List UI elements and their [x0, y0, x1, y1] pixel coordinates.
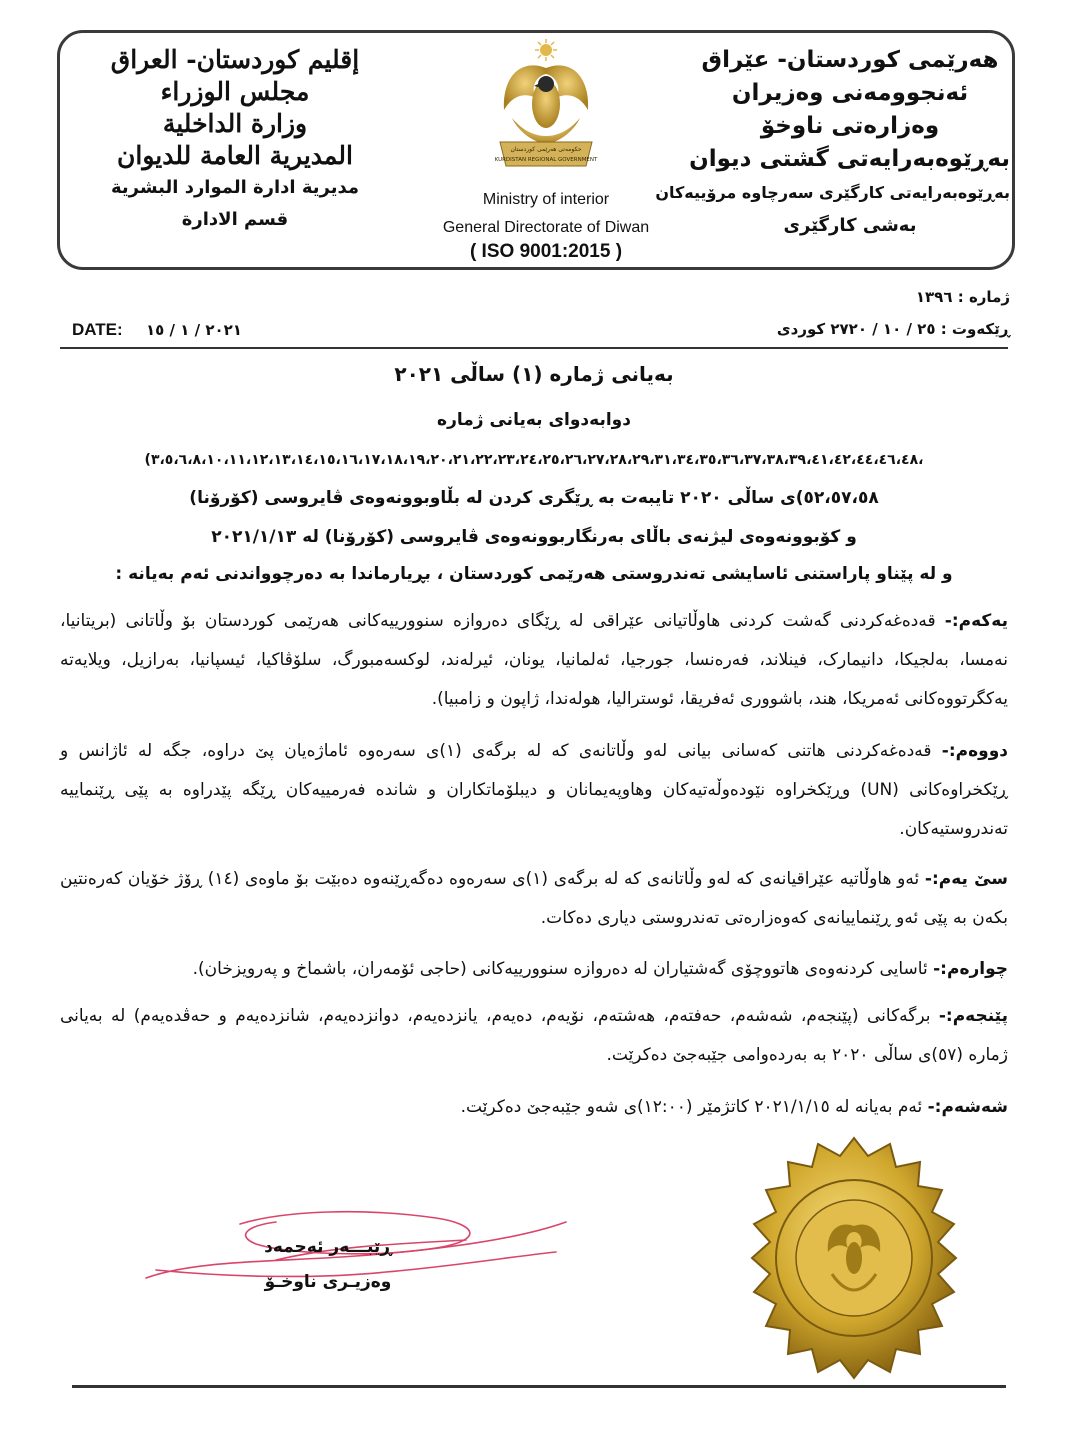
kurdish-hr-line: بەڕێوەبەرایەتی کارگێری سەرچاوە مرۆییەکان: [655, 183, 1010, 202]
article-label: پێنجەم:-: [938, 1006, 1008, 1026]
arabic-letterhead: [90, 44, 380, 236]
article-text: برگەکانی (پێنجەم، شەشەم، حەفتەم، هەشتەم، نۆیەم، دەیەم، یانزدەیەم، دوانزدەیەم، شانزدەیەم و حەڤدەیەم) لە بەیانی ژمارە (٥٧)ی ساڵی ٢٠٢٠ بە بەردەوامی جێبەجێ دەکرێت.: [60, 1006, 1008, 1065]
iso-certification: ( ISO 9001:2015 ): [469, 241, 623, 262]
statement-title: بەیانی ژمارە (١) ساڵی ٢٠٢١: [394, 362, 674, 386]
article-sixth: [60, 1088, 1008, 1127]
article-first: [60, 602, 1008, 719]
arabic-department-line: قسم الادارة: [181, 209, 289, 230]
arabic-ministry-line: وزارة الداخلية: [162, 109, 308, 138]
official-gold-seal-icon: [730, 1134, 978, 1382]
article-label: دووەم:-: [941, 741, 1008, 761]
article-text: ئەو هاوڵاتیە عێراقیانەی کە لەو وڵاتانەی کە لە برگەی (١)ی سەرەوە دەگەڕێنەوە دەبێت بۆ ماوەی (١٤) ڕۆژ خۆیان کەرەنتین بکەن بە پێی ئەو ڕێنماییانەی کەوەزارەتی تەندروستی دیاری دەکات.: [60, 869, 1008, 928]
article-text: ئاسایی کردنەوەی هاتووچۆی گەشتیاران لە دەروازە سنوورییەکانی (حاجی ئۆمەران، باشماخ و پەرویزخان).: [192, 959, 934, 979]
article-fifth: [60, 997, 1008, 1075]
reference-number: ژمارە : ١٣٩٦: [915, 288, 1010, 306]
arabic-directorate-line: المديرية العامة للديوان: [117, 141, 353, 170]
kurdistan-government-emblem-icon: [490, 38, 602, 174]
kurdish-department-line: بەشی کارگێری: [783, 215, 917, 236]
kurdish-council-line: ئەنجوومەنی وەزیران: [731, 80, 969, 106]
intro-line: (٣،٥،٦،٨،١٠،١١،١٢،١٣،١٤،١٥،١٦،١٧،١٨،١٩،٢٠،٢١،٢٢،٢٣،٢٤،٢٥،٢٦،٢٧،٢٨،٢٩،٣١،٣٤،٣٥،٣٦،٣٧،٣٨،٣٩،٤١،٤٢،٤٤،٤٦،٤٨،: [144, 452, 924, 468]
kurdish-region-line: هەرێمی کوردستان- عێراق: [701, 47, 999, 73]
arabic-hr-line: مديرية ادارة الموارد البشرية: [110, 177, 360, 198]
kurdish-ministry-line: وەزارەتی ناوخۆ: [760, 113, 940, 139]
intro-line: و کۆبوونەوەی لیژنەی باڵای بەرنگاربوونەوەی ڤایروسی (کۆرۆنا) لە ٢٠٢١/١/١٣: [211, 527, 857, 547]
article-label: سێ یەم:-: [924, 869, 1008, 889]
intro-line: دوابەدوای بەیانی ژمارە: [437, 410, 631, 430]
article-text: ئەم بەیانە لە ٢٠٢١/١/١٥ کاتژمێر (١٢:٠٠)ی شەو جێبەجێ دەکرێت.: [460, 1097, 928, 1117]
date-label: DATE:: [72, 320, 123, 339]
english-ministry-line: Ministry of interior: [482, 191, 610, 208]
kurdish-letterhead: [655, 44, 1010, 242]
signatory-name: ڕێبـــەر ئەحمەد: [264, 1237, 392, 1257]
signatory-title: وەزیـری ناوخـۆ: [264, 1272, 392, 1292]
english-directorate-line: General Directorate of Diwan: [442, 219, 650, 236]
article-fourth: [60, 950, 1008, 989]
article-second: [60, 732, 1008, 849]
header-divider: [60, 347, 1008, 349]
reference-date-kurdi: ڕێکەوت : ٢٥ / ١٠ / ٢٧٢٠ کوردی: [776, 320, 1010, 338]
footer-divider: [72, 1385, 1006, 1388]
intro-line: و لە پێناو پاراستنی ئاسایشی تەندروستی هەرێمی کوردستان ، بڕیارماندا بە دەرچوواندنی ئەم بەیانە :: [115, 564, 953, 584]
arabic-council-line: مجلس الوزراء: [160, 77, 310, 106]
english-letterhead: [426, 186, 666, 242]
arabic-region-line: إقليم كوردستان- العراق: [110, 45, 360, 74]
kurdish-directorate-line: بەڕێوەبەرایەتی گشتی دیوان: [689, 146, 1010, 172]
date-value: ٢٠٢١ / ١ / ١٥: [146, 321, 242, 339]
article-text: قەدەغەکردنی گەشت کردنی هاوڵاتیانی عێراقی لە ڕێگای دەروازە سنوورییەکانی هەرێمی کوردستان بۆ وڵاتانی (بریتانیا، نەمسا، بەلجیکا، دانیمارک، فینلاند، فەرەنسا، جورجیا، ئەلمانیا، یونان، ئیرلەند، لوکسەمبورگ، سلۆڤاکیا، ئیسپانیا، بەرازیل، ویلایەتە یەکگرتووەکانی ئەمریکا، هند، باشووری ئەفریقا، ئوسترالیا، هولەندا، ژاپون و زامبیا).: [60, 611, 1008, 709]
svg-text:KURDISTAN REGIONAL GOVERNMENT: KURDISTAN REGIONAL GOVERNMENT: [494, 157, 598, 163]
article-label: چوارەم:-: [933, 959, 1008, 979]
article-third: [60, 860, 1008, 938]
article-text: قەدەغەکردنی هاتنی کەسانی بیانی لەو وڵاتانەی کە لە برگەی (١)ی سەرەوە ئاماژەیان پێ دراوە، جگە لە ئاژانس و ڕێکخراوەکانی (UN) وڕێکخراوە نێودەوڵەتیەکان وهاوپەیمانان و دیبلۆماتکاران و شاندە فەرمییەکان ڕێگە پێدراوە بە پێی ڕێنماییە تەندروستیەکان.: [60, 741, 1008, 839]
intro-line: ٥٢،٥٧،٥٨)ی ساڵی ٢٠٢٠ تایبەت بە ڕێگری کردن لە بڵاوبوونەوەی ڤایروسی (کۆرۆنا): [189, 488, 879, 508]
article-label: شەشەم:-: [927, 1097, 1008, 1117]
article-label: یەکەم:-: [944, 611, 1008, 631]
svg-text:حکومەتی هەرێمی کوردستان: حکومەتی هەرێمی کوردستان: [510, 146, 582, 153]
